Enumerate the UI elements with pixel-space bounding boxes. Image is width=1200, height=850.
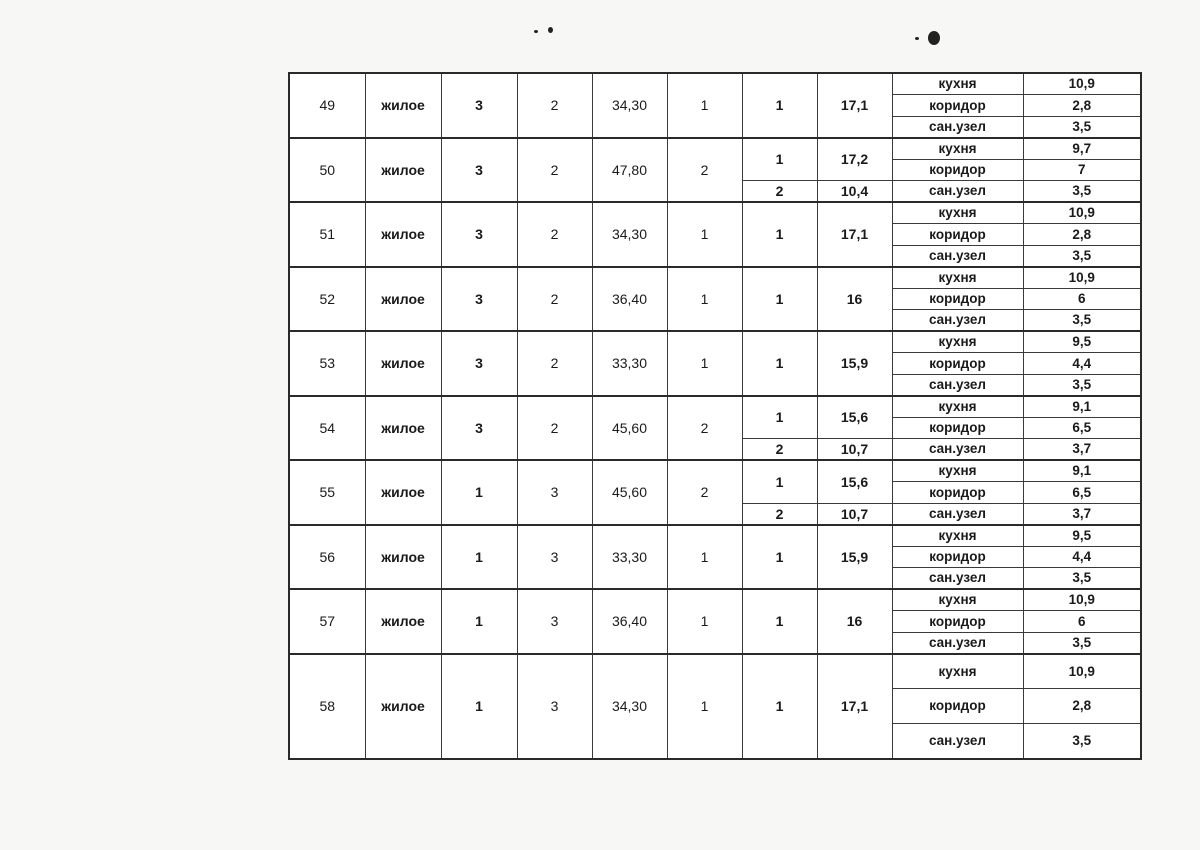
apartment-number-cell: 55: [289, 460, 365, 525]
room-area-cell: 17,2: [817, 138, 892, 181]
aux-room-area-cell: 10,9: [1023, 267, 1141, 289]
room-count-cell: 1: [667, 267, 742, 332]
column-3-cell: 3: [441, 202, 517, 267]
usage-type-cell: жилое: [365, 460, 441, 525]
room-count-cell: 2: [667, 138, 742, 203]
aux-room-name-cell: сан.узел: [892, 181, 1023, 203]
aux-room-name-cell: сан.узел: [892, 374, 1023, 396]
apartment-table: [288, 72, 1142, 760]
aux-room-area-cell: 9,1: [1023, 396, 1141, 418]
aux-room-area-cell: 3,7: [1023, 439, 1141, 461]
aux-room-area-cell: 3,5: [1023, 245, 1141, 267]
room-number-cell: 1: [742, 202, 817, 267]
aux-room-area-cell: 3,7: [1023, 503, 1141, 525]
aux-room-area-cell: 9,5: [1023, 331, 1141, 353]
room-number-cell: 1: [742, 654, 817, 759]
room-count-cell: 2: [667, 396, 742, 461]
room-area-cell: 10,4: [817, 181, 892, 203]
scan-speck: [548, 27, 553, 33]
aux-room-name-cell: коридор: [892, 417, 1023, 439]
aux-room-area-cell: 3,5: [1023, 632, 1141, 654]
aux-room-area-cell: 10,9: [1023, 202, 1141, 224]
room-area-cell: 10,7: [817, 439, 892, 461]
room-area-cell: 15,9: [817, 525, 892, 590]
room-count-cell: 1: [667, 654, 742, 759]
scan-speck: [928, 31, 940, 45]
aux-room-name-cell: кухня: [892, 202, 1023, 224]
aux-room-name-cell: сан.узел: [892, 439, 1023, 461]
column-4-cell: 3: [517, 654, 592, 759]
apartment-number-cell: 54: [289, 396, 365, 461]
scan-speck: [915, 37, 919, 40]
aux-room-name-cell: сан.узел: [892, 310, 1023, 332]
total-area-cell: 34,30: [592, 654, 667, 759]
column-4-cell: 3: [517, 460, 592, 525]
column-3-cell: 1: [441, 525, 517, 590]
apartment-number-cell: 49: [289, 73, 365, 138]
aux-room-name-cell: коридор: [892, 159, 1023, 181]
aux-room-area-cell: 3,5: [1023, 374, 1141, 396]
aux-room-name-cell: коридор: [892, 689, 1023, 724]
apartment-number-cell: 51: [289, 202, 365, 267]
room-number-cell: 2: [742, 503, 817, 525]
aux-room-name-cell: коридор: [892, 288, 1023, 310]
aux-room-area-cell: 3,5: [1023, 568, 1141, 590]
aux-room-area-cell: 9,7: [1023, 138, 1141, 160]
aux-room-name-cell: кухня: [892, 331, 1023, 353]
room-area-cell: 15,6: [817, 460, 892, 503]
apartment-table-body: [289, 73, 1141, 759]
table-row: [289, 331, 1141, 353]
room-number-cell: 1: [742, 331, 817, 396]
scan-speck: [534, 30, 538, 33]
aux-room-name-cell: сан.узел: [892, 568, 1023, 590]
aux-room-name-cell: сан.узел: [892, 116, 1023, 138]
room-count-cell: 1: [667, 202, 742, 267]
table-row: [289, 654, 1141, 689]
aux-room-area-cell: 3,5: [1023, 724, 1141, 759]
column-4-cell: 2: [517, 396, 592, 461]
room-number-cell: 2: [742, 439, 817, 461]
aux-room-area-cell: 9,1: [1023, 460, 1141, 482]
aux-room-area-cell: 6,5: [1023, 482, 1141, 504]
apartment-number-cell: 57: [289, 589, 365, 654]
usage-type-cell: жилое: [365, 73, 441, 138]
aux-room-name-cell: кухня: [892, 267, 1023, 289]
usage-type-cell: жилое: [365, 654, 441, 759]
usage-type-cell: жилое: [365, 589, 441, 654]
table-row: [289, 73, 1141, 95]
aux-room-name-cell: коридор: [892, 95, 1023, 117]
column-4-cell: 2: [517, 267, 592, 332]
room-number-cell: 1: [742, 589, 817, 654]
aux-room-area-cell: 10,9: [1023, 589, 1141, 611]
column-4-cell: 3: [517, 525, 592, 590]
aux-room-area-cell: 2,8: [1023, 95, 1141, 117]
room-area-cell: 16: [817, 589, 892, 654]
room-number-cell: 1: [742, 460, 817, 503]
total-area-cell: 45,60: [592, 460, 667, 525]
aux-room-area-cell: 3,5: [1023, 116, 1141, 138]
total-area-cell: 36,40: [592, 267, 667, 332]
column-3-cell: 1: [441, 460, 517, 525]
aux-room-name-cell: коридор: [892, 546, 1023, 568]
aux-room-area-cell: 2,8: [1023, 224, 1141, 246]
aux-room-area-cell: 10,9: [1023, 73, 1141, 95]
room-count-cell: 2: [667, 460, 742, 525]
room-number-cell: 1: [742, 525, 817, 590]
aux-room-name-cell: кухня: [892, 589, 1023, 611]
room-area-cell: 17,1: [817, 202, 892, 267]
room-area-cell: 15,9: [817, 331, 892, 396]
column-3-cell: 3: [441, 138, 517, 203]
apartment-number-cell: 56: [289, 525, 365, 590]
aux-room-name-cell: коридор: [892, 482, 1023, 504]
apartment-number-cell: 50: [289, 138, 365, 203]
table-row: [289, 460, 1141, 482]
room-area-cell: 10,7: [817, 503, 892, 525]
aux-room-name-cell: сан.узел: [892, 503, 1023, 525]
aux-room-area-cell: 7: [1023, 159, 1141, 181]
column-4-cell: 2: [517, 331, 592, 396]
room-number-cell: 1: [742, 396, 817, 439]
table-row: [289, 525, 1141, 547]
usage-type-cell: жилое: [365, 525, 441, 590]
room-area-cell: 17,1: [817, 654, 892, 759]
aux-room-area-cell: 4,4: [1023, 546, 1141, 568]
total-area-cell: 34,30: [592, 73, 667, 138]
aux-room-area-cell: 2,8: [1023, 689, 1141, 724]
table-row: [289, 396, 1141, 418]
apartment-number-cell: 52: [289, 267, 365, 332]
total-area-cell: 33,30: [592, 525, 667, 590]
usage-type-cell: жилое: [365, 267, 441, 332]
usage-type-cell: жилое: [365, 331, 441, 396]
aux-room-area-cell: 9,5: [1023, 525, 1141, 547]
room-count-cell: 1: [667, 525, 742, 590]
aux-room-area-cell: 3,5: [1023, 310, 1141, 332]
table-row: [289, 267, 1141, 289]
room-number-cell: 2: [742, 181, 817, 203]
apartment-number-cell: 58: [289, 654, 365, 759]
aux-room-name-cell: коридор: [892, 224, 1023, 246]
room-count-cell: 1: [667, 589, 742, 654]
aux-room-name-cell: сан.узел: [892, 724, 1023, 759]
table-row: [289, 589, 1141, 611]
table-row: [289, 138, 1141, 160]
aux-room-area-cell: 6: [1023, 611, 1141, 633]
total-area-cell: 45,60: [592, 396, 667, 461]
column-4-cell: 2: [517, 73, 592, 138]
room-area-cell: 17,1: [817, 73, 892, 138]
aux-room-area-cell: 6,5: [1023, 417, 1141, 439]
aux-room-area-cell: 10,9: [1023, 654, 1141, 689]
aux-room-area-cell: 6: [1023, 288, 1141, 310]
column-3-cell: 3: [441, 73, 517, 138]
usage-type-cell: жилое: [365, 138, 441, 203]
room-count-cell: 1: [667, 331, 742, 396]
total-area-cell: 33,30: [592, 331, 667, 396]
aux-room-name-cell: кухня: [892, 460, 1023, 482]
table-row: [289, 202, 1141, 224]
aux-room-area-cell: 3,5: [1023, 181, 1141, 203]
room-area-cell: 15,6: [817, 396, 892, 439]
aux-room-area-cell: 4,4: [1023, 353, 1141, 375]
total-area-cell: 36,40: [592, 589, 667, 654]
total-area-cell: 47,80: [592, 138, 667, 203]
column-3-cell: 3: [441, 267, 517, 332]
apartment-number-cell: 53: [289, 331, 365, 396]
column-4-cell: 2: [517, 202, 592, 267]
column-3-cell: 1: [441, 589, 517, 654]
usage-type-cell: жилое: [365, 202, 441, 267]
aux-room-name-cell: кухня: [892, 654, 1023, 689]
aux-room-name-cell: сан.узел: [892, 245, 1023, 267]
aux-room-name-cell: кухня: [892, 525, 1023, 547]
column-4-cell: 2: [517, 138, 592, 203]
room-number-cell: 1: [742, 267, 817, 332]
column-3-cell: 3: [441, 331, 517, 396]
aux-room-name-cell: сан.узел: [892, 632, 1023, 654]
aux-room-name-cell: кухня: [892, 396, 1023, 418]
room-number-cell: 1: [742, 73, 817, 138]
column-4-cell: 3: [517, 589, 592, 654]
usage-type-cell: жилое: [365, 396, 441, 461]
aux-room-name-cell: кухня: [892, 138, 1023, 160]
total-area-cell: 34,30: [592, 202, 667, 267]
aux-room-name-cell: коридор: [892, 353, 1023, 375]
room-count-cell: 1: [667, 73, 742, 138]
aux-room-name-cell: коридор: [892, 611, 1023, 633]
aux-room-name-cell: кухня: [892, 73, 1023, 95]
room-area-cell: 16: [817, 267, 892, 332]
column-3-cell: 1: [441, 654, 517, 759]
room-number-cell: 1: [742, 138, 817, 181]
column-3-cell: 3: [441, 396, 517, 461]
